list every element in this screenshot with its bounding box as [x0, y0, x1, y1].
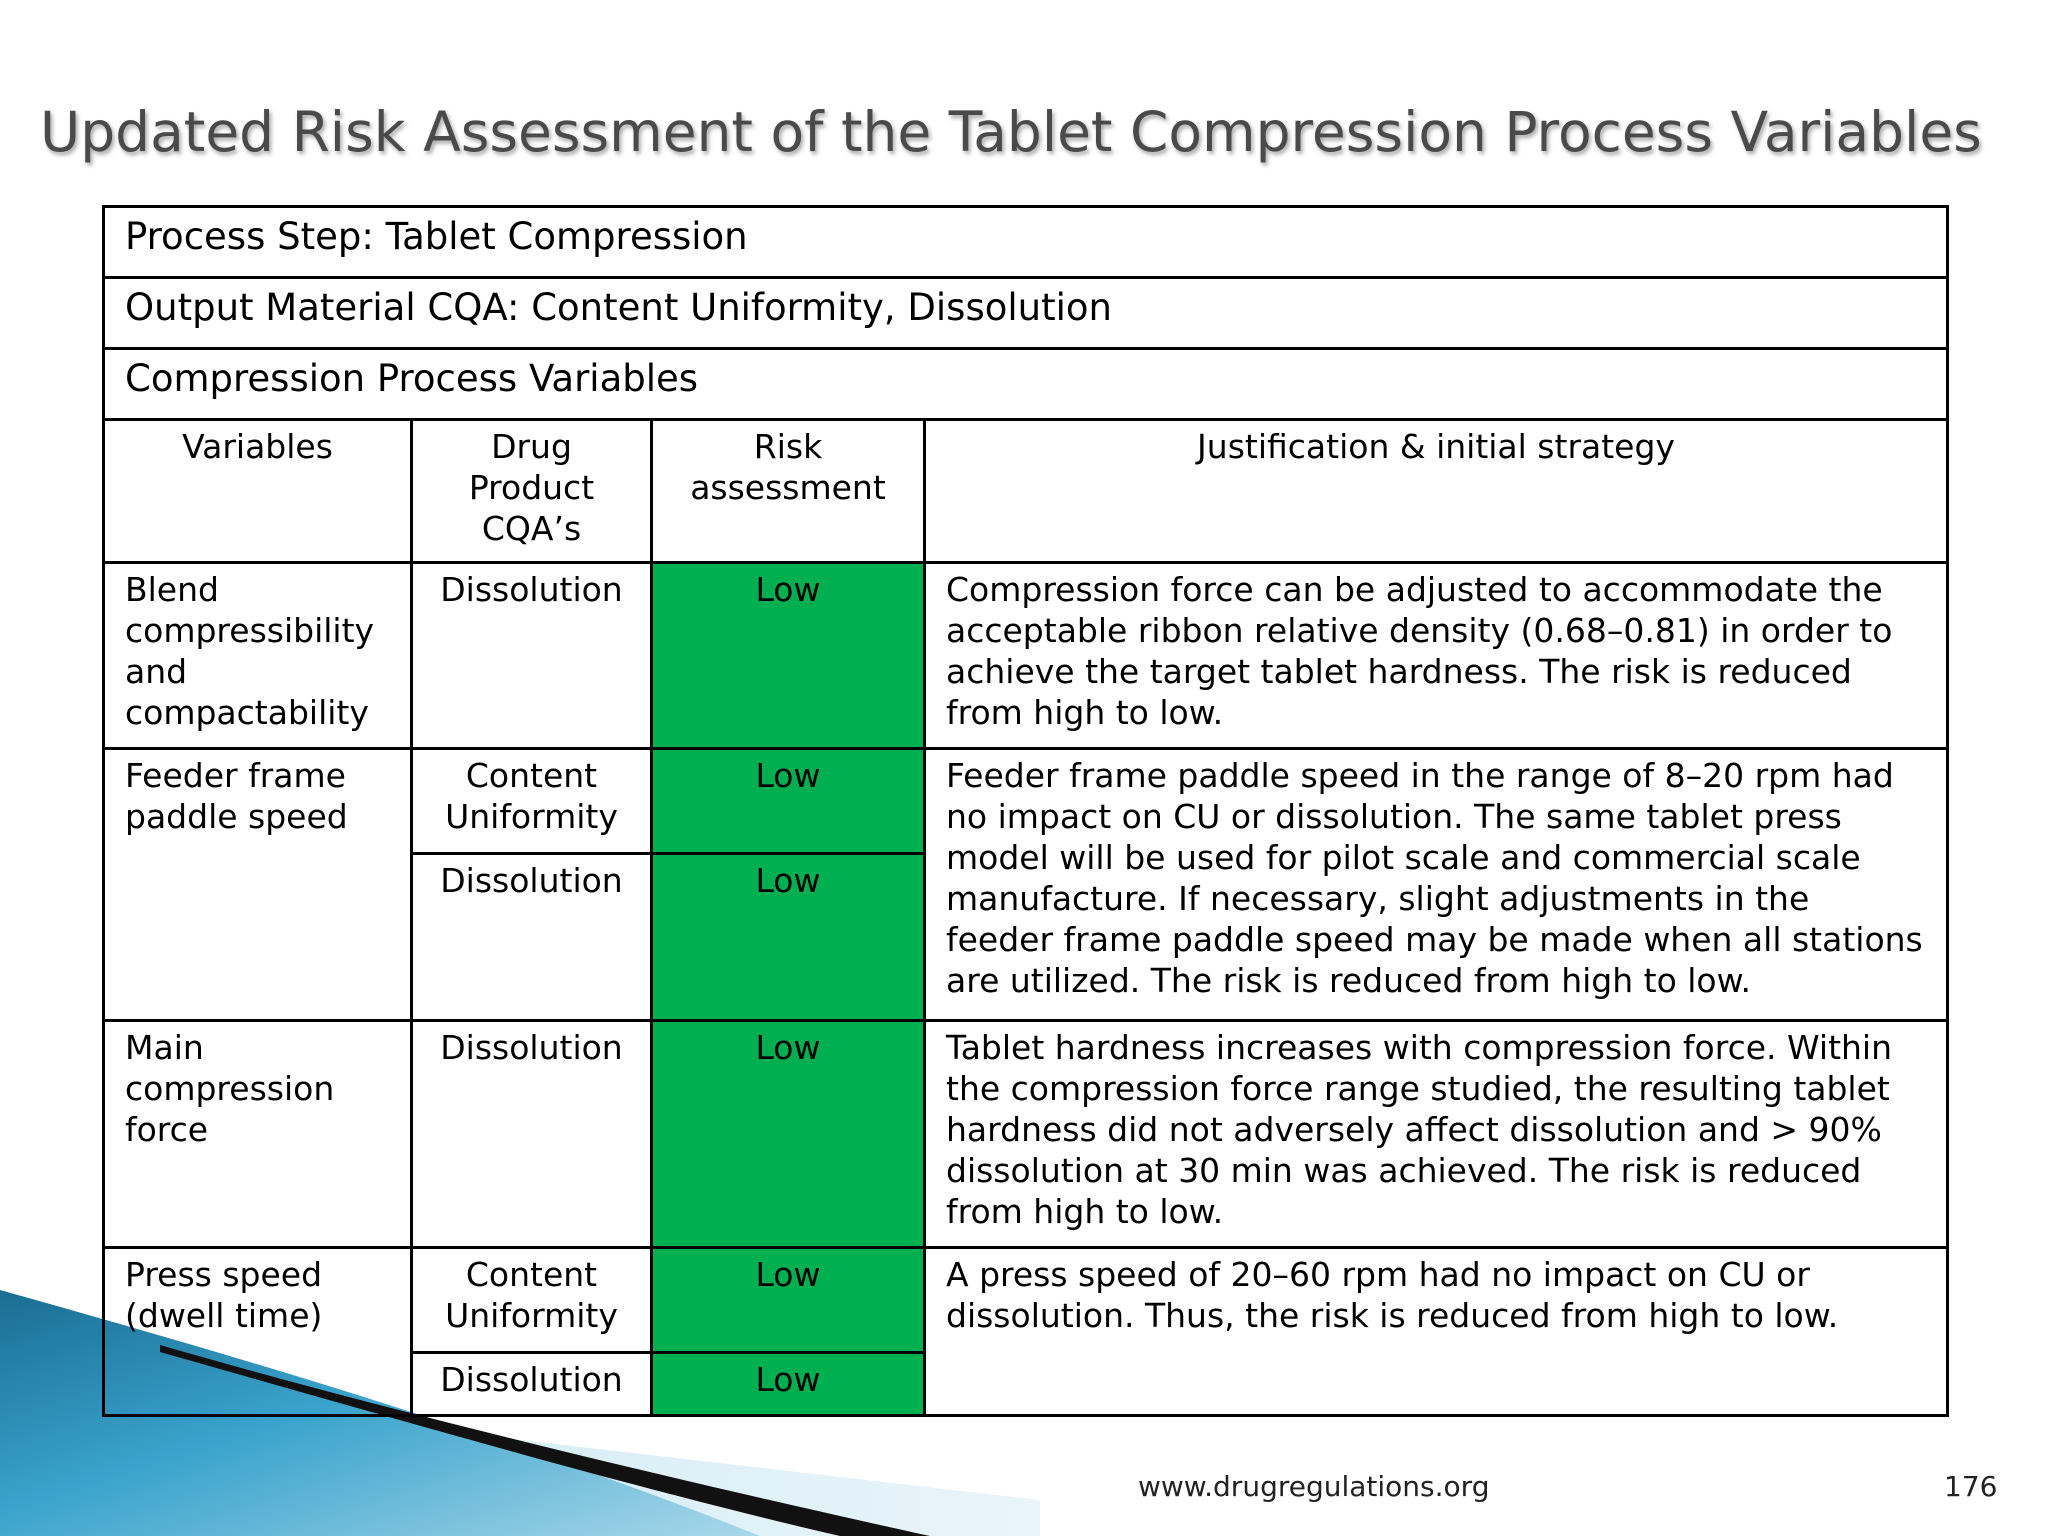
risk-cell: Low: [652, 563, 925, 749]
output-cqa-cell: Output Material CQA: Content Uniformity, Dissolution: [104, 278, 1948, 349]
page-number: 176: [1944, 1470, 1998, 1503]
variable-cell: Blend compressibility and compactability: [104, 563, 412, 749]
table-row: [104, 1248, 1948, 1353]
table-row: [104, 563, 1948, 749]
risk-cell: Low: [652, 1248, 925, 1353]
justification-cell: Feeder frame paddle speed in the range of 8–20 rpm had no impact on CU or dissolution. The same tablet press model will be used for pilot scale and commercial scale manufacture. If necessary, slight adjustments in the feeder frame paddle speed may be made when all stations are utilized. The risk is reduced from high to low.: [925, 749, 1948, 1021]
process-step-cell: Process Step: Tablet Compression: [104, 207, 1948, 278]
header-justification: Justification & initial strategy: [925, 420, 1948, 563]
risk-cell: Low: [652, 1021, 925, 1248]
cqa-cell: Dissolution: [412, 854, 652, 1021]
cqa-cell: Dissolution: [412, 1353, 652, 1416]
variable-cell: Feeder frame paddle speed: [104, 749, 412, 1021]
header-variables: Variables: [104, 420, 412, 563]
cqa-cell: Content Uniformity: [412, 749, 652, 854]
header-cqa: Drug Product CQA’s: [412, 420, 652, 563]
section-title-cell: Compression Process Variables: [104, 349, 1948, 420]
table-row: [104, 1021, 1948, 1248]
justification-cell: A press speed of 20–60 rpm had no impact on CU or dissolution. Thus, the risk is reduced from high to low.: [925, 1248, 1948, 1416]
slide-title: Updated Risk Assessment of the Tablet Compression Process Variables: [40, 100, 1982, 164]
risk-cell: Low: [652, 749, 925, 854]
justification-cell: Tablet hardness increases with compression force. Within the compression force range studied, the resulting tablet hardness did not adversely affect dissolution and > 90% dissolution at 30 min was achieved. The risk is reduced from high to low.: [925, 1021, 1948, 1248]
header-risk: Risk assessment: [652, 420, 925, 563]
cqa-cell: Dissolution: [412, 1021, 652, 1248]
table-row: [104, 749, 1948, 854]
footer-url: www.drugregulations.org: [1138, 1470, 1490, 1503]
risk-assessment-table: [102, 205, 1949, 1417]
risk-cell: Low: [652, 854, 925, 1021]
risk-cell: Low: [652, 1353, 925, 1416]
cqa-cell: Dissolution: [412, 563, 652, 749]
cqa-cell: Content Uniformity: [412, 1248, 652, 1353]
variable-cell: Main compression force: [104, 1021, 412, 1248]
justification-cell: Compression force can be adjusted to accommodate the acceptable ribbon relative density (0.68–0.81) in order to achieve the target tablet hardness. The risk is reduced from high to low.: [925, 563, 1948, 749]
variable-cell: Press speed (dwell time): [104, 1248, 412, 1416]
section-row: [104, 349, 1948, 420]
process-step-row: [104, 207, 1948, 278]
header-row: [104, 420, 1948, 563]
output-cqa-row: [104, 278, 1948, 349]
